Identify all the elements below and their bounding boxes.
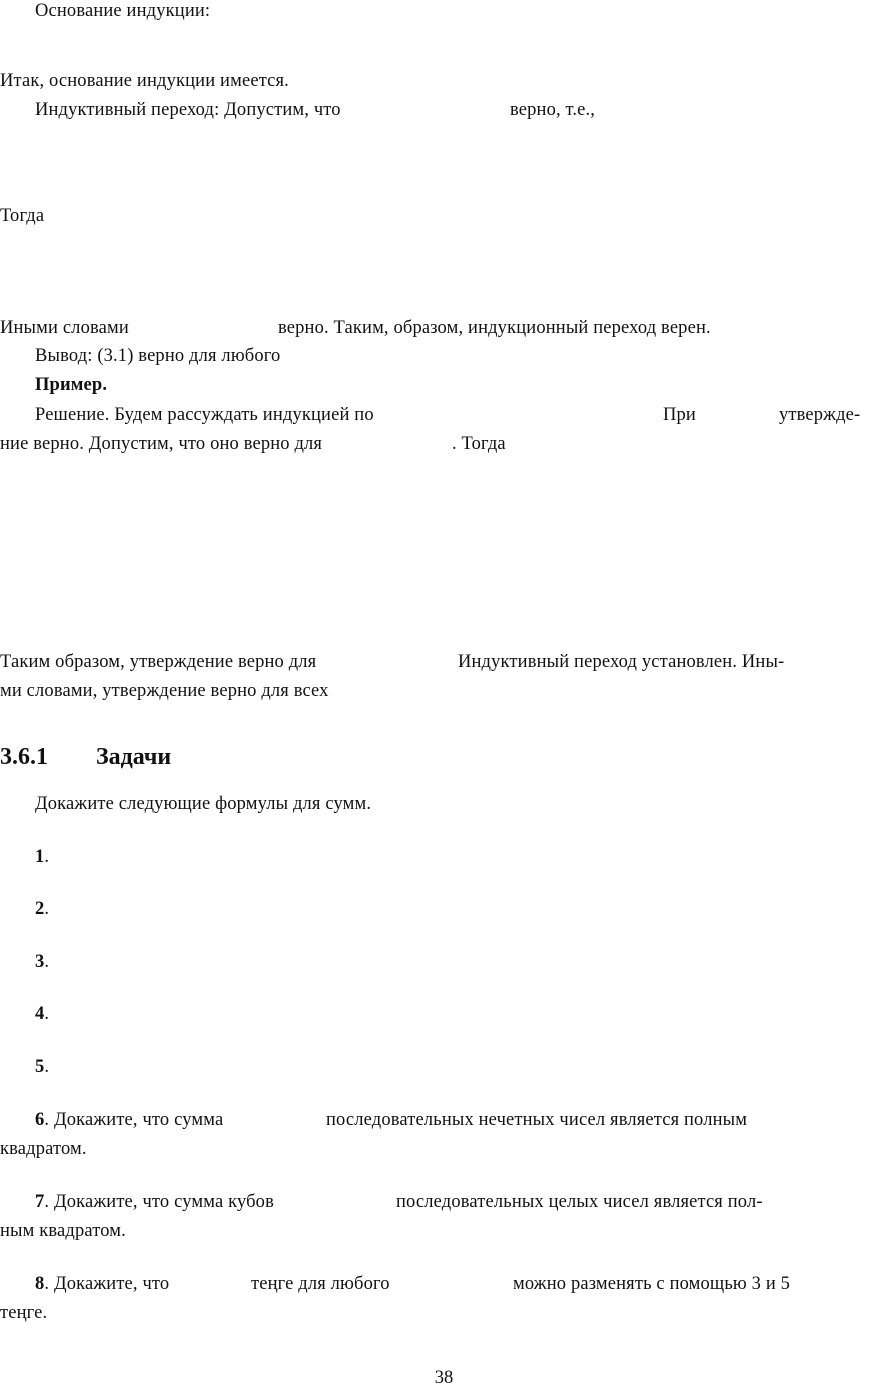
task-5: [35, 1056, 49, 1078]
task-8-text-a: . Докажите, что: [44, 1274, 170, 1294]
example-heading: Пример.: [35, 375, 108, 395]
then-label: Тогда: [0, 206, 45, 226]
task-8-part4: теңге.: [0, 1303, 48, 1323]
example-conclusion-part2: Индуктивный переход установлен. Ины-: [458, 652, 785, 672]
task-4-number: 4: [35, 1004, 45, 1024]
induction-base-label: Основание индукции:: [35, 1, 211, 21]
task-7-part1: [35, 1191, 274, 1213]
induction-step-part2: верно, т.е.,: [510, 100, 596, 120]
task-5-number: 5: [35, 1057, 45, 1077]
task-7-text-a: . Докажите, что сумма кубов: [44, 1192, 274, 1212]
induction-base-exists: Итак, основание индукции имеется.: [0, 71, 289, 91]
task-8-part1: [35, 1273, 169, 1295]
task-2-number: 2: [35, 899, 45, 919]
task-1-dot: .: [44, 847, 50, 867]
in-words-part2: верно. Таким, образом, индукционный переход верен.: [278, 318, 711, 338]
task-3: [35, 951, 49, 973]
task-8-number: 8: [35, 1274, 45, 1294]
task-2: [35, 898, 49, 920]
task-6-part3: квадратом.: [0, 1139, 87, 1159]
task-1-number: 1: [35, 847, 45, 867]
task-7-number: 7: [35, 1192, 45, 1212]
task-1: [35, 846, 49, 868]
solution-part2: При: [663, 405, 696, 425]
in-words-part1: Иными словами: [0, 318, 129, 338]
task-8-part2: теңге для любого: [251, 1274, 390, 1294]
task-5-dot: .: [44, 1057, 50, 1077]
task-3-dot: .: [44, 952, 50, 972]
section-intro: Докажите следующие формулы для сумм.: [35, 794, 372, 814]
task-3-number: 3: [35, 952, 45, 972]
conclusion-line: Вывод: (3.1) верно для любого: [35, 346, 281, 366]
section-title: Задачи: [96, 744, 172, 770]
task-6-part2: последовательных нечетных чисел является полным: [326, 1110, 748, 1130]
task-2-dot: .: [44, 899, 50, 919]
page-number: 38: [434, 1368, 454, 1388]
task-6-number: 6: [35, 1110, 45, 1130]
solution-line2-part2: . Тогда: [452, 434, 506, 454]
task-6-text-a: . Докажите, что сумма: [44, 1110, 224, 1130]
task-4-dot: .: [44, 1004, 50, 1024]
solution-part1: Решение. Будем рассуждать индукцией по: [35, 405, 374, 425]
task-8-part3: можно разменять с помощью 3 и 5: [513, 1274, 791, 1294]
solution-line2-part1: ние верно. Допустим, что оно верно для: [0, 434, 323, 454]
task-4: [35, 1003, 49, 1025]
induction-step-part1: Индуктивный переход: Допустим, что: [35, 100, 341, 120]
solution-part3: утвержде-: [779, 405, 861, 425]
task-7-part2: последовательных целых чисел является пол-: [396, 1192, 763, 1212]
section-number: 3.6.1: [0, 744, 48, 770]
task-6-part1: [35, 1109, 223, 1131]
task-7-part3: ным квадратом.: [0, 1221, 126, 1241]
example-conclusion-line2: ми словами, утверждение верно для всех: [0, 681, 329, 701]
example-conclusion-part1: Таким образом, утверждение верно для: [0, 652, 317, 672]
